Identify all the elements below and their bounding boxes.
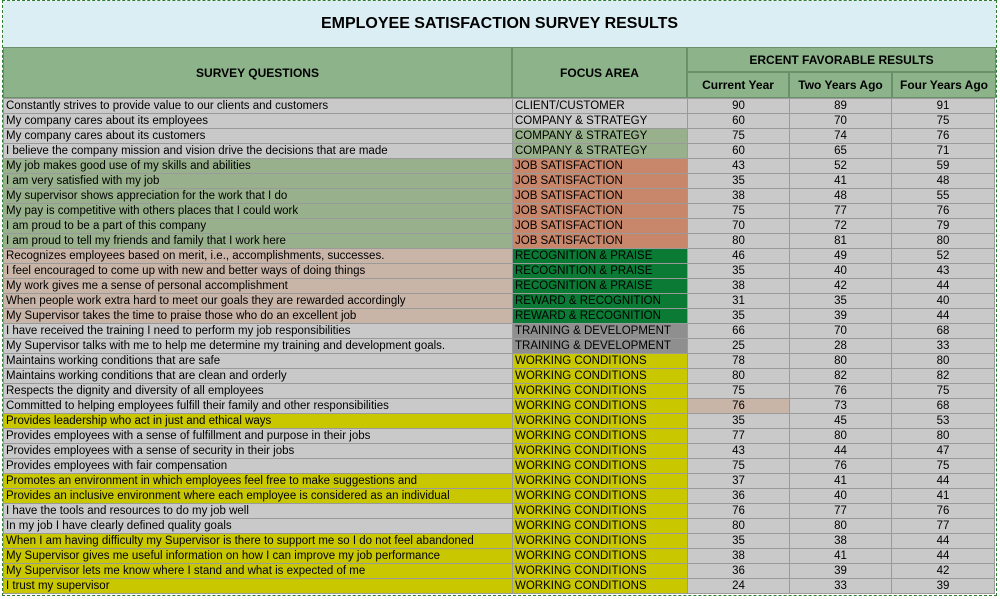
current-year-cell[interactable]: 77 <box>688 429 790 444</box>
table-row <box>4 189 995 204</box>
header-focus-area[interactable]: FOCUS AREA <box>512 47 687 98</box>
focus-area-cell[interactable]: WORKING CONDITIONS <box>513 534 688 549</box>
two-years-ago-cell[interactable]: 70 <box>790 324 892 339</box>
four-years-ago-cell[interactable]: 75 <box>892 384 995 399</box>
two-years-ago-cell[interactable]: 41 <box>790 474 892 489</box>
current-year-cell[interactable]: 24 <box>688 579 790 594</box>
focus-area-cell[interactable]: WORKING CONDITIONS <box>513 549 688 564</box>
two-years-ago-cell[interactable]: 52 <box>790 159 892 174</box>
four-years-ago-cell[interactable]: 33 <box>892 339 995 354</box>
table-row <box>4 504 995 519</box>
focus-area-cell[interactable]: WORKING CONDITIONS <box>513 579 688 594</box>
current-year-cell[interactable]: 38 <box>688 549 790 564</box>
four-years-ago-cell[interactable]: 68 <box>892 399 995 414</box>
four-years-ago-cell[interactable]: 44 <box>892 534 995 549</box>
table-row <box>4 234 995 249</box>
four-years-ago-cell[interactable]: 55 <box>892 189 995 204</box>
focus-area-cell[interactable]: REWARD & RECOGNITION <box>513 294 688 309</box>
spreadsheet <box>2 0 997 596</box>
table-row <box>4 459 995 474</box>
question-cell[interactable]: Maintains working conditions that are safe <box>4 354 513 369</box>
four-years-ago-cell[interactable]: 59 <box>892 159 995 174</box>
focus-area-cell[interactable]: COMPANY & STRATEGY <box>513 144 688 159</box>
current-year-cell[interactable]: 80 <box>688 369 790 384</box>
two-years-ago-cell[interactable]: 42 <box>790 279 892 294</box>
focus-area-cell[interactable]: WORKING CONDITIONS <box>513 354 688 369</box>
table-row <box>4 474 995 489</box>
focus-area-cell[interactable]: JOB SATISFACTION <box>513 174 688 189</box>
focus-area-cell[interactable]: JOB SATISFACTION <box>513 219 688 234</box>
two-years-ago-cell[interactable]: 80 <box>790 519 892 534</box>
current-year-cell[interactable]: 78 <box>688 354 790 369</box>
four-years-ago-cell[interactable]: 44 <box>892 549 995 564</box>
survey-table <box>3 98 995 594</box>
four-years-ago-cell[interactable]: 80 <box>892 429 995 444</box>
current-year-cell[interactable]: 35 <box>688 414 790 429</box>
four-years-ago-cell[interactable]: 44 <box>892 474 995 489</box>
four-years-ago-cell[interactable]: 68 <box>892 324 995 339</box>
table-row <box>4 249 995 264</box>
current-year-cell[interactable]: 43 <box>688 159 790 174</box>
four-years-ago-cell[interactable]: 47 <box>892 444 995 459</box>
four-years-ago-cell[interactable]: 75 <box>892 459 995 474</box>
current-year-cell[interactable]: 60 <box>688 144 790 159</box>
current-year-cell[interactable]: 38 <box>688 279 790 294</box>
question-cell[interactable]: My Supervisor gives me useful information on how I can improve my job performance <box>4 549 513 564</box>
current-year-cell[interactable]: 35 <box>688 264 790 279</box>
two-years-ago-cell[interactable]: 48 <box>790 189 892 204</box>
question-cell[interactable]: I trust my supervisor <box>4 579 513 594</box>
table-row <box>4 324 995 339</box>
question-cell[interactable]: Provides employees with a sense of fulfillment and purpose in their jobs <box>4 429 513 444</box>
current-year-cell[interactable]: 35 <box>688 174 790 189</box>
header-four-years-ago[interactable]: Four Years Ago <box>892 72 996 98</box>
table-row <box>4 159 995 174</box>
current-year-cell[interactable]: 35 <box>688 309 790 324</box>
table-row <box>4 174 995 189</box>
table-row <box>4 429 995 444</box>
question-cell[interactable]: My Supervisor lets me know where I stand and what is expected of me <box>4 564 513 579</box>
focus-area-cell[interactable]: RECOGNITION & PRAISE <box>513 249 688 264</box>
question-cell[interactable]: I am proud to tell my friends and family that I work here <box>4 234 513 249</box>
two-years-ago-cell[interactable]: 39 <box>790 564 892 579</box>
current-year-cell[interactable]: 37 <box>688 474 790 489</box>
question-cell[interactable]: Promotes an environment in which employees feel free to make suggestions and <box>4 474 513 489</box>
current-year-cell[interactable]: 80 <box>688 519 790 534</box>
four-years-ago-cell[interactable]: 77 <box>892 519 995 534</box>
current-year-cell[interactable]: 36 <box>688 489 790 504</box>
four-years-ago-cell[interactable]: 71 <box>892 144 995 159</box>
current-year-cell[interactable]: 36 <box>688 564 790 579</box>
current-year-cell[interactable]: 80 <box>688 234 790 249</box>
focus-area-cell[interactable]: WORKING CONDITIONS <box>513 369 688 384</box>
four-years-ago-cell[interactable]: 52 <box>892 249 995 264</box>
table-row <box>4 534 995 549</box>
current-year-cell[interactable]: 75 <box>688 129 790 144</box>
focus-area-cell[interactable]: WORKING CONDITIONS <box>513 429 688 444</box>
question-cell[interactable]: Committed to helping employees fulfill their family and other responsibilities <box>4 399 513 414</box>
question-cell[interactable]: Respects the dignity and diversity of all employees <box>4 384 513 399</box>
current-year-cell[interactable]: 46 <box>688 249 790 264</box>
focus-area-cell[interactable]: COMPANY & STRATEGY <box>513 114 688 129</box>
four-years-ago-cell[interactable]: 43 <box>892 264 995 279</box>
current-year-cell[interactable]: 76 <box>688 504 790 519</box>
two-years-ago-cell[interactable]: 33 <box>790 579 892 594</box>
focus-area-cell[interactable]: RECOGNITION & PRAISE <box>513 279 688 294</box>
question-cell[interactable]: My Supervisor takes the time to praise those who do an excellent job <box>4 309 513 324</box>
two-years-ago-cell[interactable]: 80 <box>790 429 892 444</box>
table-row <box>4 564 995 579</box>
focus-area-cell[interactable]: JOB SATISFACTION <box>513 204 688 219</box>
current-year-cell[interactable]: 70 <box>688 219 790 234</box>
table-row <box>4 549 995 564</box>
current-year-cell[interactable]: 90 <box>688 99 790 114</box>
focus-area-cell[interactable]: WORKING CONDITIONS <box>513 414 688 429</box>
question-cell[interactable]: When people work extra hard to meet our goals they are rewarded accordingly <box>4 294 513 309</box>
focus-area-cell[interactable]: WORKING CONDITIONS <box>513 399 688 414</box>
two-years-ago-cell[interactable]: 76 <box>790 384 892 399</box>
two-years-ago-cell[interactable]: 40 <box>790 264 892 279</box>
two-years-ago-cell[interactable]: 74 <box>790 129 892 144</box>
current-year-cell[interactable]: 66 <box>688 324 790 339</box>
current-year-cell[interactable]: 76 <box>688 399 790 414</box>
two-years-ago-cell[interactable]: 45 <box>790 414 892 429</box>
table-row <box>4 309 995 324</box>
two-years-ago-cell[interactable]: 35 <box>790 294 892 309</box>
four-years-ago-cell[interactable]: 76 <box>892 204 995 219</box>
focus-area-cell[interactable]: WORKING CONDITIONS <box>513 444 688 459</box>
two-years-ago-cell[interactable]: 39 <box>790 309 892 324</box>
table-row <box>4 204 995 219</box>
table-row <box>4 489 995 504</box>
four-years-ago-cell[interactable]: 82 <box>892 369 995 384</box>
two-years-ago-cell[interactable]: 80 <box>790 354 892 369</box>
current-year-cell[interactable]: 43 <box>688 444 790 459</box>
table-row <box>4 144 995 159</box>
header-current-year[interactable]: Current Year <box>687 72 789 98</box>
question-cell[interactable]: I am very satisfied with my job <box>4 174 513 189</box>
question-cell[interactable]: Provides employees with a sense of security in their jobs <box>4 444 513 459</box>
question-cell[interactable]: When I am having difficulty my Supervisor is there to support me so I do not feel abandoned <box>4 534 513 549</box>
focus-area-cell[interactable]: JOB SATISFACTION <box>513 159 688 174</box>
question-cell[interactable]: Maintains working conditions that are clean and orderly <box>4 369 513 384</box>
four-years-ago-cell[interactable]: 76 <box>892 504 995 519</box>
current-year-cell[interactable]: 35 <box>688 534 790 549</box>
four-years-ago-cell[interactable]: 41 <box>892 489 995 504</box>
table-row <box>4 279 995 294</box>
focus-area-cell[interactable]: JOB SATISFACTION <box>513 234 688 249</box>
two-years-ago-cell[interactable]: 41 <box>790 549 892 564</box>
question-cell[interactable]: I have received the training I need to perform my job responsibilities <box>4 324 513 339</box>
table-row <box>4 129 995 144</box>
four-years-ago-cell[interactable]: 76 <box>892 129 995 144</box>
table-row <box>4 444 995 459</box>
question-cell[interactable]: Provides leadership who act in just and ethical ways <box>4 414 513 429</box>
question-cell[interactable]: My work gives me a sense of personal accomplishment <box>4 279 513 294</box>
table-row <box>4 354 995 369</box>
sheet-title[interactable]: EMPLOYEE SATISFACTION SURVEY RESULTS <box>3 1 996 48</box>
four-years-ago-cell[interactable]: 53 <box>892 414 995 429</box>
question-cell[interactable]: I believe the company mission and vision drive the decisions that are made <box>4 144 513 159</box>
header-survey-questions[interactable]: SURVEY QUESTIONS <box>3 47 512 98</box>
four-years-ago-cell[interactable]: 80 <box>892 234 995 249</box>
table-row <box>4 414 995 429</box>
question-cell[interactable]: My job makes good use of my skills and abilities <box>4 159 513 174</box>
two-years-ago-cell[interactable]: 41 <box>790 174 892 189</box>
focus-area-cell[interactable]: WORKING CONDITIONS <box>513 519 688 534</box>
table-row <box>4 219 995 234</box>
two-years-ago-cell[interactable]: 65 <box>790 144 892 159</box>
four-years-ago-cell[interactable]: 79 <box>892 219 995 234</box>
question-cell[interactable]: Constantly strives to provide value to our clients and customers <box>4 99 513 114</box>
four-years-ago-cell[interactable]: 44 <box>892 309 995 324</box>
table-row <box>4 384 995 399</box>
current-year-cell[interactable]: 60 <box>688 114 790 129</box>
focus-area-cell[interactable]: WORKING CONDITIONS <box>513 489 688 504</box>
question-cell[interactable]: I have the tools and resources to do my job well <box>4 504 513 519</box>
focus-area-cell[interactable]: WORKING CONDITIONS <box>513 504 688 519</box>
table-row <box>4 519 995 534</box>
current-year-cell[interactable]: 38 <box>688 189 790 204</box>
current-year-cell[interactable]: 31 <box>688 294 790 309</box>
question-cell[interactable]: In my job I have clearly defined quality goals <box>4 519 513 534</box>
focus-area-cell[interactable]: RECOGNITION & PRAISE <box>513 264 688 279</box>
table-row <box>4 264 995 279</box>
four-years-ago-cell[interactable]: 39 <box>892 579 995 594</box>
current-year-cell[interactable]: 75 <box>688 459 790 474</box>
two-years-ago-cell[interactable]: 44 <box>790 444 892 459</box>
focus-area-cell[interactable]: REWARD & RECOGNITION <box>513 309 688 324</box>
two-years-ago-cell[interactable]: 82 <box>790 369 892 384</box>
four-years-ago-cell[interactable]: 42 <box>892 564 995 579</box>
two-years-ago-cell[interactable]: 76 <box>790 459 892 474</box>
four-years-ago-cell[interactable]: 48 <box>892 174 995 189</box>
table-row <box>4 579 995 594</box>
table-row <box>4 399 995 414</box>
two-years-ago-cell[interactable]: 81 <box>790 234 892 249</box>
question-cell[interactable]: My Supervisor talks with me to help me determine my training and development goals. <box>4 339 513 354</box>
current-year-cell[interactable]: 75 <box>688 204 790 219</box>
two-years-ago-cell[interactable]: 70 <box>790 114 892 129</box>
two-years-ago-cell[interactable]: 73 <box>790 399 892 414</box>
question-cell[interactable]: Provides an inclusive environment where each employee is considered as an individual <box>4 489 513 504</box>
four-years-ago-cell[interactable]: 44 <box>892 279 995 294</box>
four-years-ago-cell[interactable]: 91 <box>892 99 995 114</box>
current-year-cell[interactable]: 75 <box>688 384 790 399</box>
question-cell[interactable]: My company cares about its customers <box>4 129 513 144</box>
four-years-ago-cell[interactable]: 75 <box>892 114 995 129</box>
table-row <box>4 99 995 114</box>
two-years-ago-cell[interactable]: 89 <box>790 99 892 114</box>
focus-area-cell[interactable]: WORKING CONDITIONS <box>513 474 688 489</box>
header-percent-favorable[interactable]: ERCENT FAVORABLE RESULTS <box>687 47 996 72</box>
question-cell[interactable]: Provides employees with fair compensation <box>4 459 513 474</box>
two-years-ago-cell[interactable]: 40 <box>790 489 892 504</box>
four-years-ago-cell[interactable]: 80 <box>892 354 995 369</box>
question-cell[interactable]: My company cares about its employees <box>4 114 513 129</box>
two-years-ago-cell[interactable]: 77 <box>790 204 892 219</box>
header-two-years-ago[interactable]: Two Years Ago <box>789 72 892 98</box>
two-years-ago-cell[interactable]: 38 <box>790 534 892 549</box>
two-years-ago-cell[interactable]: 72 <box>790 219 892 234</box>
question-cell[interactable]: My pay is competitive with others places that I could work <box>4 204 513 219</box>
table-row <box>4 114 995 129</box>
table-row <box>4 339 995 354</box>
focus-area-cell[interactable]: CLIENT/CUSTOMER <box>513 99 688 114</box>
question-cell[interactable]: I feel encouraged to come up with new and better ways of doing things <box>4 264 513 279</box>
two-years-ago-cell[interactable]: 49 <box>790 249 892 264</box>
focus-area-cell[interactable]: JOB SATISFACTION <box>513 189 688 204</box>
current-year-cell[interactable]: 25 <box>688 339 790 354</box>
focus-area-cell[interactable]: TRAINING & DEVELOPMENT <box>513 339 688 354</box>
focus-area-cell[interactable]: WORKING CONDITIONS <box>513 459 688 474</box>
question-cell[interactable]: My supervisor shows appreciation for the work that I do <box>4 189 513 204</box>
two-years-ago-cell[interactable]: 28 <box>790 339 892 354</box>
focus-area-cell[interactable]: WORKING CONDITIONS <box>513 384 688 399</box>
focus-area-cell[interactable]: WORKING CONDITIONS <box>513 564 688 579</box>
two-years-ago-cell[interactable]: 77 <box>790 504 892 519</box>
focus-area-cell[interactable]: COMPANY & STRATEGY <box>513 129 688 144</box>
table-row <box>4 294 995 309</box>
four-years-ago-cell[interactable]: 40 <box>892 294 995 309</box>
question-cell[interactable]: I am proud to be a part of this company <box>4 219 513 234</box>
table-row <box>4 369 995 384</box>
focus-area-cell[interactable]: TRAINING & DEVELOPMENT <box>513 324 688 339</box>
question-cell[interactable]: Recognizes employees based on merit, i.e., accomplishments, successes. <box>4 249 513 264</box>
